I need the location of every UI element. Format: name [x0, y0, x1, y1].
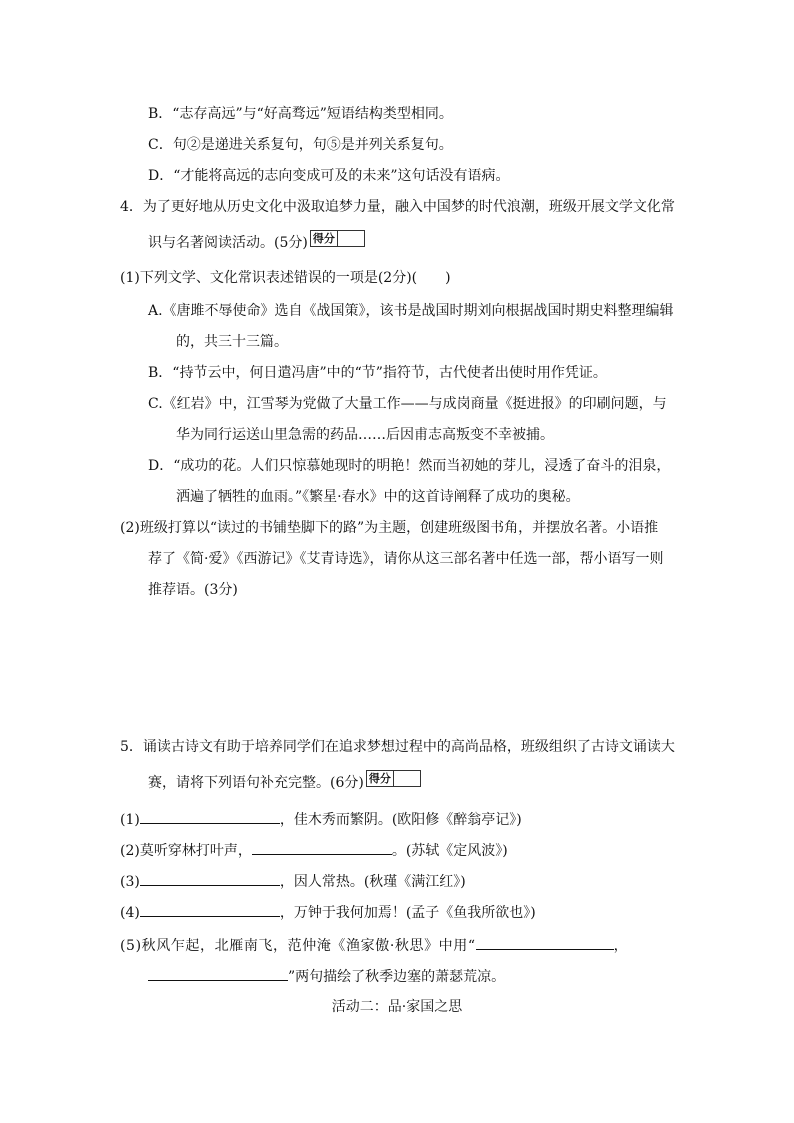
- item-number: (4): [120, 905, 140, 921]
- item-text: (2)莫听穿林打叶声，: [120, 843, 252, 859]
- q4-option-c-line2: 华为同行运送山里急需的药品……后因甫志高叛变不幸被捕。: [176, 427, 554, 443]
- fill-blank[interactable]: [476, 935, 614, 950]
- fill-blank[interactable]: [140, 871, 280, 886]
- q5-score-box: [366, 770, 421, 787]
- fill-blank[interactable]: [252, 840, 392, 855]
- q5-item-5-line2: [148, 966, 505, 987]
- score-label: 得分: [367, 771, 394, 786]
- q4-answer-area[interactable]: [148, 612, 688, 722]
- q5-stem-line1: 5．诵读古诗文有助于培养同学们在追求梦想过程中的高尚品格，班级组织了古诗文诵读大: [120, 739, 675, 755]
- q5-stem-text: 赛，请将下列语句补充完整。(6分): [148, 775, 364, 791]
- item-text: ，因人常热。(秋瑾《满江红》): [279, 874, 466, 890]
- fill-blank[interactable]: [140, 902, 280, 917]
- q5-item-2: [120, 840, 508, 861]
- fill-blank[interactable]: [148, 966, 288, 981]
- q4-option-d-line2: 洒遍了牺牲的血雨。”《繁星·春水》中的这首诗阐释了成功的奥秘。: [176, 489, 580, 505]
- q4-option-a-line1: A.《唐雎不辱使命》选自《战国策》，该书是战国时期刘向根据战国时期史料整理编辑: [148, 303, 674, 319]
- q4-option-d-line1: D．“成功的花。人们只惊慕她现时的明艳！然而当初她的芽儿，浸透了奋斗的泪泉，: [148, 458, 671, 474]
- q4-sub1: (1)下列文学、文化常识表述错误的一项是(2分)( ): [120, 270, 451, 286]
- item-number: (3): [120, 874, 140, 890]
- q4-option-a-line2: 的，共三十三篇。: [176, 334, 288, 350]
- q4-sub2-line1: (2)班级打算以“读过的书铺垫脚下的路”为主题，创建班级图书角，并摆放名著。小语推: [120, 520, 659, 536]
- q4-sub2-line3: 推荐语。(3分): [148, 582, 238, 598]
- q5-item-4: [120, 902, 536, 923]
- q5-item-5-line1: [120, 935, 628, 956]
- item-text: ，佳木秀而繁阴。(欧阳修《醉翁亭记》): [279, 812, 522, 828]
- score-cell[interactable]: [338, 231, 364, 246]
- q4-option-b: B．“持节云中，何日遣冯唐”中的“节”指符节，古代使者出使时用作凭证。: [148, 365, 607, 381]
- item-text: (5)秋风乍起，北雁南飞，范仲淹《渔家傲·秋思》中用“: [120, 938, 476, 954]
- q4-option-c-line1: C.《红岩》中，江雪琴为党做了大量工作——与成岗商量《挺进报》的印刷问题，与: [148, 396, 667, 412]
- q4-stem-line2: [148, 233, 365, 253]
- fill-blank[interactable]: [140, 809, 280, 824]
- q3-option-c: C．句②是递进关系复句，句⑤是并列关系复句。: [148, 137, 453, 153]
- q3-option-b: B．“志存高远”与“好高骛远”短语结构类型相同。: [148, 106, 453, 122]
- item-text: ，万钟于我何加焉！(孟子《鱼我所欲也》): [279, 905, 536, 921]
- q4-sub2-line2: 荐了《简·爱》《西游记》《艾青诗选》，请你从这三部名著中任选一部，帮小语写一则: [148, 551, 664, 567]
- q4-score-box: [310, 230, 365, 247]
- q5-item-3: [120, 871, 466, 892]
- q3-option-d: D．“才能将高远的志向变成可及的未来”这句话没有语病。: [148, 168, 510, 184]
- item-text: 。(苏轼《定风波》): [391, 843, 508, 859]
- q4-stem-line1: 4．为了更好地从历史文化中汲取追梦力量，融入中国梦的时代浪潮，班级开展文学文化常: [120, 199, 675, 215]
- score-cell[interactable]: [394, 771, 420, 786]
- item-text: ”两句描绘了秋季边塞的萧瑟荒凉。: [288, 969, 506, 985]
- q5-item-1: [120, 809, 522, 830]
- q4-stem-text: 识与名著阅读活动。(5分): [148, 235, 308, 251]
- q5-stem-line2: [148, 773, 421, 793]
- item-number: (1): [120, 812, 140, 828]
- section-heading: 活动二：品·家国之思: [331, 999, 463, 1015]
- item-text: ，: [613, 938, 629, 954]
- score-label: 得分: [311, 231, 338, 246]
